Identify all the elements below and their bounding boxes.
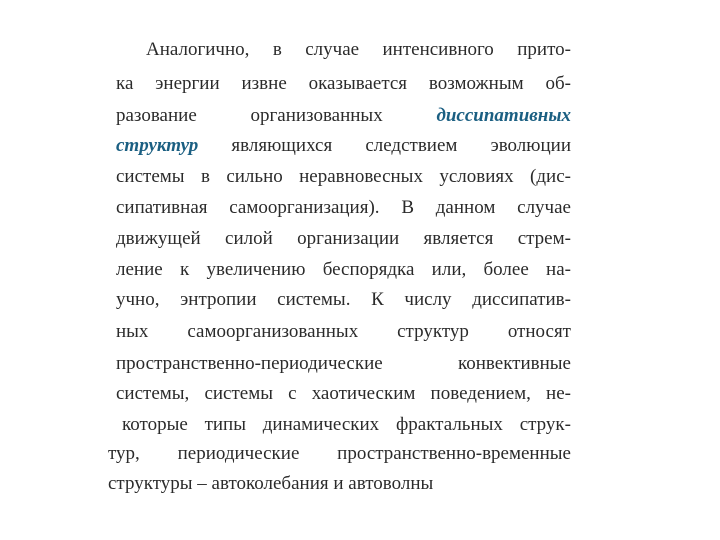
- word: поведением,: [430, 383, 531, 404]
- word: системы: [204, 383, 273, 404]
- text-line: [116, 134, 571, 158]
- word: самоорганизованных: [187, 321, 359, 342]
- word: силой: [225, 228, 273, 249]
- word: тур,: [108, 443, 140, 464]
- word: ных: [116, 321, 149, 342]
- word: струк-: [519, 414, 571, 435]
- word: числу: [404, 289, 452, 310]
- word: организации: [297, 228, 400, 249]
- text-line: [146, 38, 571, 62]
- word: с: [288, 383, 297, 404]
- word: данном: [435, 197, 496, 218]
- word: системы,: [116, 383, 190, 404]
- text-line: [116, 320, 571, 344]
- text-line: [116, 288, 571, 312]
- word: типы: [204, 414, 246, 435]
- word: в: [272, 39, 282, 60]
- text-line: [116, 72, 571, 96]
- word: энергии: [155, 73, 220, 94]
- word: которые: [122, 414, 188, 435]
- word: хаотическим: [311, 383, 416, 404]
- word: энтропии: [180, 289, 257, 310]
- word: являющихся: [231, 135, 333, 156]
- word: об-: [545, 73, 571, 94]
- word: учно,: [116, 289, 160, 310]
- word: стрем-: [517, 228, 571, 249]
- text-line: [116, 352, 571, 376]
- word: возможным: [428, 73, 524, 94]
- word: Аналогично,: [146, 39, 250, 60]
- word: разование: [116, 105, 197, 126]
- word: беспорядка: [322, 259, 415, 280]
- word: (дис-: [530, 166, 571, 187]
- text-line: [108, 442, 571, 466]
- word: неравновесных: [299, 166, 423, 187]
- word: ка: [116, 73, 134, 94]
- word: относят: [507, 321, 571, 342]
- word: пространственно-временные: [337, 443, 571, 464]
- word: следствием: [365, 135, 458, 156]
- word: увеличению: [206, 259, 306, 280]
- word: прито-: [517, 39, 571, 60]
- word: сипативная: [116, 197, 208, 218]
- word: конвективные: [457, 353, 571, 374]
- text-line: [116, 104, 571, 128]
- word: структур: [397, 321, 469, 342]
- text-line-last: [108, 472, 433, 496]
- word: на-: [546, 259, 571, 280]
- word: извне: [241, 73, 287, 94]
- word: к: [179, 259, 190, 280]
- word: динамических: [262, 414, 380, 435]
- word: фрактальных: [395, 414, 503, 435]
- word: оказывается: [308, 73, 408, 94]
- word: периодические: [177, 443, 300, 464]
- word: не-: [546, 383, 571, 404]
- word: К: [371, 289, 384, 310]
- word: самоорганизация).: [229, 197, 380, 218]
- word: или,: [431, 259, 467, 280]
- word: является: [423, 228, 494, 249]
- text-line: [116, 196, 571, 220]
- word: сильно: [226, 166, 283, 187]
- text-line: [116, 258, 571, 282]
- text-line: [122, 413, 571, 437]
- word: пространственно-периодические: [116, 353, 383, 374]
- word: системы.: [277, 289, 351, 310]
- highlighted-term: структур: [116, 135, 199, 156]
- word: более: [483, 259, 529, 280]
- text-line: [116, 382, 571, 406]
- word: системы: [116, 166, 185, 187]
- word: ление: [116, 259, 163, 280]
- word: случае: [305, 39, 360, 60]
- word: условиях: [439, 166, 514, 187]
- word: эволюции: [490, 135, 571, 156]
- word: в: [200, 166, 210, 187]
- text-line: [116, 227, 571, 251]
- word: организованных: [250, 105, 383, 126]
- word: интенсивного: [382, 39, 494, 60]
- word: случае: [517, 197, 571, 218]
- text-line: [116, 165, 571, 189]
- highlighted-term: диссипативных: [436, 105, 571, 126]
- word: структуры – автоколебания и автоволны: [108, 473, 434, 494]
- word: движущей: [116, 228, 201, 249]
- word: В: [401, 197, 414, 218]
- word: диссипатив-: [472, 289, 571, 310]
